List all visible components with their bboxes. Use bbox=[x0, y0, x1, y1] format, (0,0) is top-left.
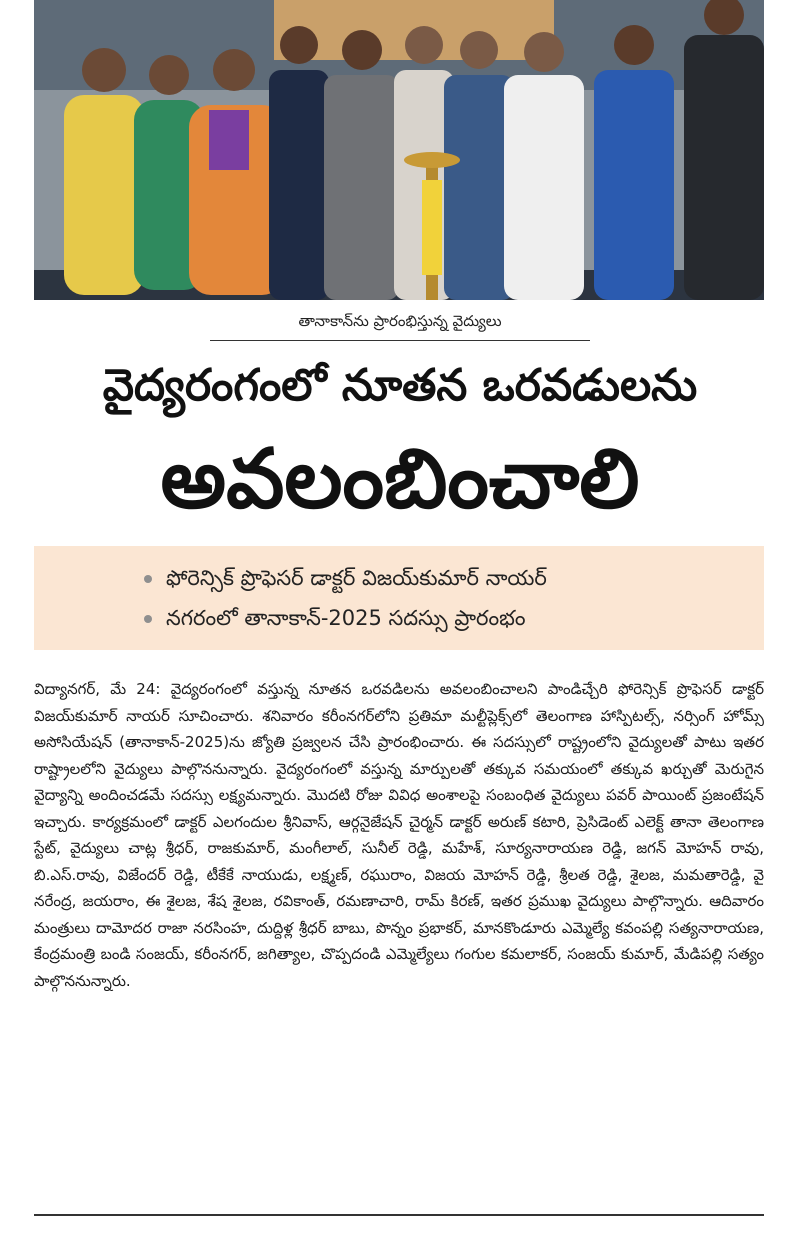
highlight-item bbox=[144, 606, 526, 636]
news-photo bbox=[34, 0, 764, 300]
highlights-box bbox=[34, 546, 764, 650]
bottom-divider bbox=[34, 1214, 764, 1216]
bullet-icon bbox=[144, 615, 152, 623]
highlight-text: ఫోరెన్సిక్ ప్రొఫెసర్ డాక్టర్ విజయ్‌కుమార్ నాయర్ bbox=[166, 566, 547, 590]
article-body bbox=[34, 676, 764, 994]
headline-line-2: అవలంబించాలి bbox=[160, 432, 640, 527]
highlight-item bbox=[144, 566, 547, 596]
bullet-icon bbox=[144, 575, 152, 583]
highlight-text: నగరంలో తానాకాన్-2025 సదస్సు ప్రారంభం bbox=[166, 606, 526, 630]
article-paragraph: విద్యానగర్, మే 24: వైద్యరంగంలో వస్తున్న నూతన ఒరవడిలను అవలంబించాలని పాండిచ్చేరి ఫోరెన్సిక్ ప్రొఫెసర్ డాక్టర్ విజయ్‌కుమార్ నాయర్ సూచించారు. శనివారం కరీంనగర్‌లోని ప్రతిమా మల్టీప్లెక్స్‌లో తెలంగాణ హాస్పిటల్స్, నర్సింగ్ హోమ్స్ అసోసియేషన్ (తానాకాన్-2025)ను జ్యోతి ప్రజ్వలన చేసి ప్రారంభించారు. ఈ సదస్సులో రాష్ట్రంలోని వైద్యులతో పాటు ఇతర రాష్ట్రాలలోని వైద్యులు పాల్గొననున్నారు. వైద్యరంగంలో వస్తున్న మార్పులతో తక్కువ సమయంలో తక్కువ ఖర్చుతో మెరుగైన వైద్యాన్ని అందించడమే సదస్సు లక్ష్యమన్నారు. మొదటి రోజు వివిధ అంశాలపై సంబంధిత వైద్యులు పవర్ పాయింట్ ప్రజంటేషన్ ఇచ్చారు. కార్యక్రమంలో డాక్టర్ ఎలగందుల శ్రీనివాస్, ఆర్గనైజేషన్ చైర్మన్ డాక్టర్ అరుణ్ కటారి, ప్రెసిడెంట్ ఎలెక్ట్ తానా తెలంగాణ స్టేట్, వైద్యులు చాట్ల శ్రీధర్, రాజకుమార్, మంగీలాల్, సునీల్ రెడ్డి, మహేశ్, సూర్యనారాయణ రెడ్డి, జగన్ మోహన్ రావు, బి.ఎస్.రావు, విజేందర్ రెడ్డి, టీకేకే నాయుడు, లక్ష్మణ్, రఘురాం, విజయ మోహన్ రెడ్డి, శ్రీలత రెడ్డి, శైలజ, మమతారెడ్డి, వై నరేంద్ర, జయరాం, ఈ శైలజ, శేష శైలజ, రవికాంత్, రమణాచారి, రామ్ కిరణ్, ఇతర ప్రముఖ వైద్యులు పాల్గొన్నారు. ఆదివారం మంత్రులు దామోదర రాజా నరసింహ, దుద్దిళ్ల శ్రీధర్ బాబు, పొన్నం ప్రభాకర్, మానకొండూరు ఎమ్మెల్యే కవంపల్లి సత్యనారాయణ, కేంద్రమంత్రి బండి సంజయ్, కరీంనగర్, జగిత్యాల, చొప్పదండి ఎమ్మెల్యేలు గంగుల కమలాకర్, సంజయ్ కుమార్, మేడిపల్లి సత్యం పాల్గొననున్నారు. bbox=[34, 680, 764, 990]
caption-underline bbox=[210, 340, 590, 341]
headline-line-1: వైద్యరంగంలో నూతన ఒరవడులను bbox=[102, 360, 698, 411]
photo-illustration bbox=[34, 0, 764, 300]
photo-caption: తానాకాన్‌ను ప్రారంభిస్తున్న వైద్యులు bbox=[298, 312, 502, 330]
